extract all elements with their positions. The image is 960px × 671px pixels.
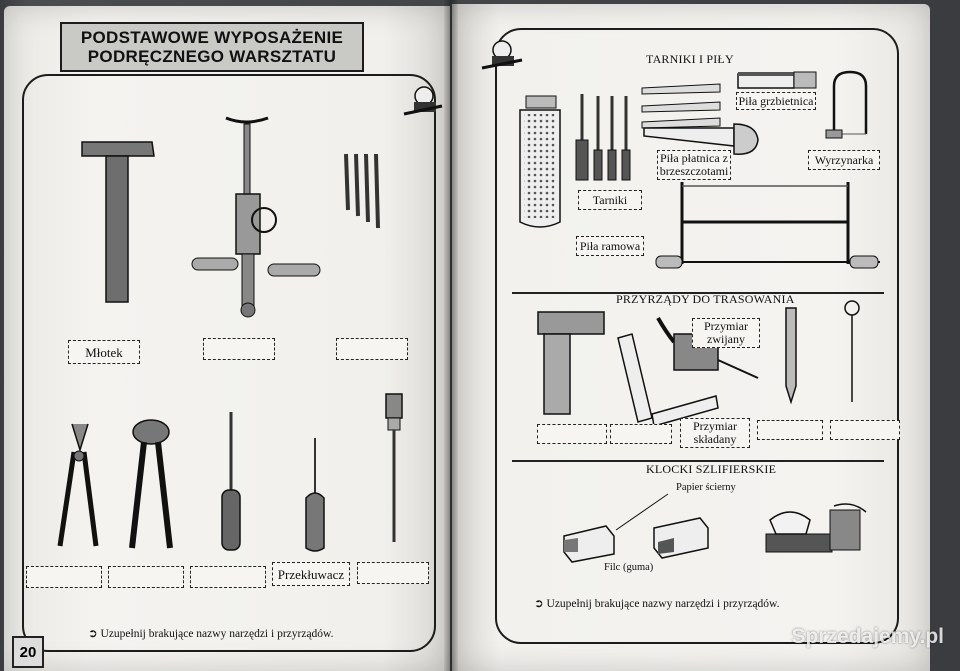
section-title-files-saws: TARNIKI I PIŁY [646, 52, 734, 66]
rasp-icon [514, 94, 566, 234]
back-saw-icon [736, 70, 818, 92]
page-number: 20 [12, 636, 44, 668]
awl-icon [300, 436, 330, 552]
blank-label-hand-drill[interactable] [203, 338, 275, 360]
blank-label-screwdriver[interactable] [190, 566, 266, 588]
hands-sanding-icon [760, 500, 872, 568]
frame-saw-label: Piła ramowa [576, 236, 644, 256]
rasps-label: Tarniki [578, 190, 642, 210]
hammer-label: Młotek [68, 340, 140, 364]
title-line-1: PODSTAWOWE WYPOSAŻENIE [80, 28, 344, 47]
panel-saw-label: Piła płatnica z brzeszczotami [657, 150, 731, 180]
left-instruction: ➲ Uzupełnij brakujące nazwy narzędzi i przyrządów. [88, 628, 334, 640]
title-line-2: PODRĘCZNEGO WARSZTATU [87, 47, 337, 66]
back-saw-label: Piła grzbietnica [736, 92, 816, 110]
hammer-icon [78, 138, 158, 308]
tape-measure-label: Przymiar zwijany [692, 318, 760, 348]
frame-saw-icon [652, 178, 884, 278]
blank-label-pliers[interactable] [26, 566, 102, 588]
mascot-illustration-left [398, 82, 448, 122]
blank-label-marking-pin[interactable] [830, 420, 900, 440]
brush-icon [382, 392, 406, 552]
blank-label-drill-bits[interactable] [336, 338, 408, 360]
awl-label: Przekłuwacz [272, 562, 350, 586]
blank-label-try-square[interactable] [537, 424, 607, 444]
hand-drill-icon [186, 110, 326, 324]
blank-label-pincers[interactable] [108, 566, 184, 588]
saw-blades-icon [640, 80, 724, 128]
pliers-icon [56, 420, 106, 554]
watermark: Sprzedajemy.pl [791, 625, 944, 648]
scriber-icon [782, 306, 802, 406]
blank-label-scriber[interactable] [757, 420, 823, 440]
screwdriver-icon [216, 410, 246, 552]
section-title-marking-tools: PRZYRZĄDY DO TRASOWANIA [616, 292, 795, 306]
mascot-illustration-right [478, 38, 528, 78]
pincers-icon [126, 418, 176, 554]
section-title-sanding-blocks: KLOCKI SZLIFIERSKIE [646, 462, 777, 476]
sanding-block-icon [558, 500, 718, 570]
try-square-icon [536, 308, 610, 418]
right-instruction: ➲ Uzupełnij brakujące nazwy narzędzi i przyrządów. [534, 598, 780, 610]
sandpaper-label: Papier ścierny [676, 482, 736, 493]
blank-label-folding-bevel[interactable] [610, 424, 672, 444]
drill-bits-icon [340, 152, 384, 232]
felt-label: Filc (guma) [604, 562, 654, 573]
blank-label-brush[interactable] [357, 562, 429, 584]
coping-saw-label: Wyrzynarka [808, 150, 880, 170]
page-title [60, 22, 364, 72]
folding-rule-label: Przymiar składany [680, 418, 750, 448]
files-icon [574, 90, 634, 186]
marking-pin-icon [842, 298, 862, 408]
coping-saw-icon [824, 68, 876, 142]
